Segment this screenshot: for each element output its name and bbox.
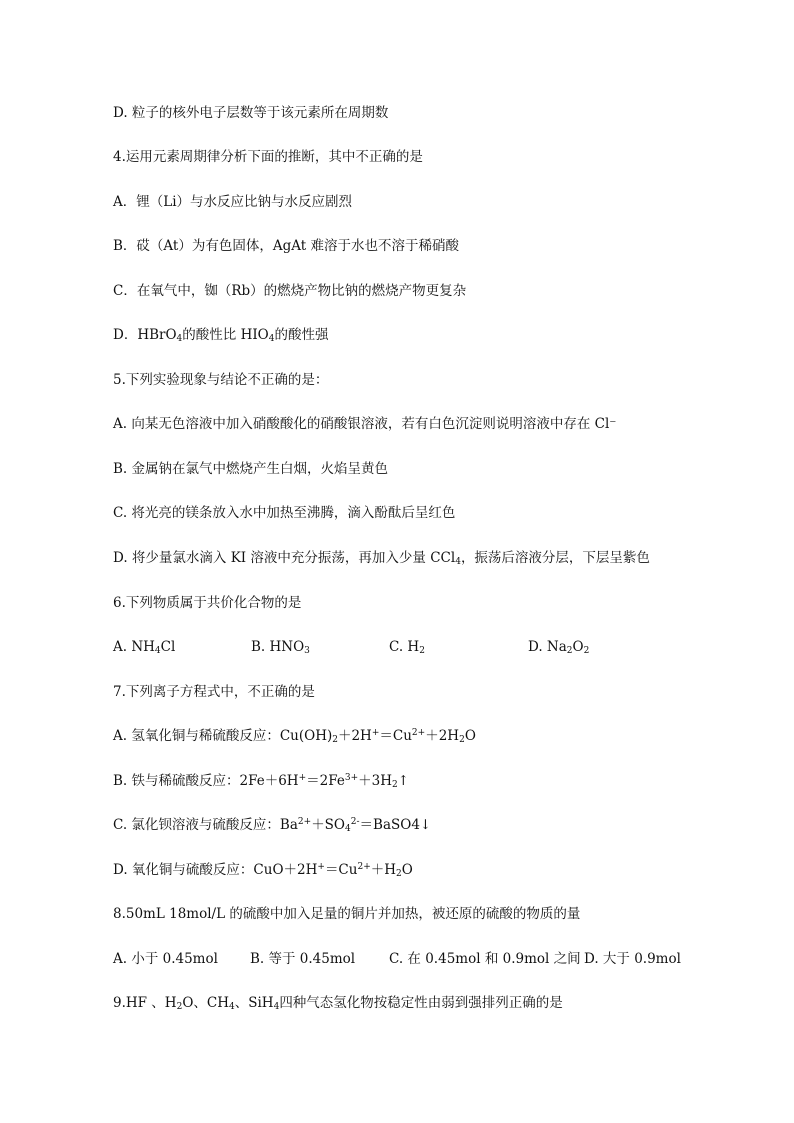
q7-option-a [113,727,476,745]
subscript: 4 [268,334,275,344]
question-8-stem: 8.50mL 18mol/L 的硫酸中加入足量的铜片并加热，被还原的硫酸的物质的量 [113,906,581,922]
q8-option-d: D. 大于 0.9mol [584,951,681,967]
q5-option-a: A. 向某无色溶液中加入硝酸酸化的硝酸银溶液，若有白色沉淀则说明溶液中存在 Cl⁻ [113,416,617,432]
text: ＋SO [311,817,346,833]
subscript: 4 [273,1002,280,1012]
q6-option-c [389,638,425,656]
subscript: 3 [304,646,310,656]
q8-option-c: C. 在 0.45mol 和 0.9mol 之间 [389,951,581,967]
superscript: 3+ [344,773,359,783]
q6-option-a [113,638,175,656]
q4-option-c: C．在氧气中，铷（Rb）的燃烧产物比钠的燃烧产物更复杂 [113,283,467,299]
text: 、SiH [234,995,274,1011]
subscript: 4 [455,557,461,567]
superscript: 2- [350,817,360,827]
q4-option-d [113,326,328,344]
q7-option-b [113,772,409,790]
subscript: 4 [154,646,161,656]
text: O、CH [182,995,229,1011]
subscript: 4 [229,1002,235,1012]
superscript: + [317,862,325,872]
question-4-stem: 4.运用元素周期律分析下面的推断，其中不正确的是 [113,149,423,165]
q8-option-b: B. 等于 0.45mol [250,951,356,967]
text: 四种气态氢化物按稳定性由弱到强排列正确的是 [279,995,563,1011]
q4-option-b: B．砹（At）为有色固体，AgAt 难溶于水也不溶于稀硝酸 [113,238,459,254]
subscript: 2 [419,646,425,656]
q6-option-b [251,638,310,656]
text: D. 将少量氯水滴入 KI 溶液中充分振荡，再加入少量 CCl [113,550,456,566]
subscript: 4 [176,334,183,344]
q4-option-a: A．锂（Li）与水反应比钠与水反应剧烈 [113,194,353,210]
superscript: 2+ [297,817,312,827]
text: D. Na [528,639,567,655]
text: 的酸性比 HIO [182,327,269,343]
q7-option-d [113,861,413,879]
text: 的酸性强 [274,327,329,343]
superscript: + [371,728,380,738]
text: ＝2Fe [306,773,345,789]
text: O [464,728,476,744]
text: ，振荡后溶液分层，下层呈紫色 [460,550,650,566]
text: A. 氢氧化铜与稀硫酸反应：Cu(OH) [113,728,333,744]
text: C. 氯化钡溶液与硫酸反应：Ba [113,817,298,833]
q3-option-d: D. 粒子的核外电子层数等于该元素所在周期数 [113,105,389,121]
text: ＋3H [358,773,392,789]
text: ↑ [397,773,410,789]
subscript: 2 [566,646,573,656]
q8-option-a: A. 小于 0.45mol [113,951,218,967]
text: B. HNO [251,639,305,655]
text: C. H [389,639,420,655]
text: ＋2H [337,728,372,744]
subscript: 2 [176,1002,183,1012]
q5-option-d [113,549,650,567]
text: D．HBrO [113,327,177,343]
text: O [572,639,584,655]
subscript: 4 [345,824,351,834]
text: 9.HF 、H [113,995,177,1011]
subscript: 2 [332,735,338,745]
question-6-stem: 6.下列物质属于共价化合物的是 [113,595,302,611]
text: Cl [160,639,176,655]
subscript: 2 [459,735,465,745]
q5-option-b: B. 金属钠在氯气中燃烧产生白烟，火焰呈黄色 [113,461,389,477]
text: ＋H [370,862,397,878]
subscript: 2 [392,780,398,790]
q7-option-c [113,816,431,834]
q6-option-d [528,638,589,656]
question-7-stem: 7.下列离子方程式中，不正确的是 [113,684,315,700]
text: ＝Cu [324,862,358,878]
text: O [401,862,413,878]
question-5-stem: 5.下列实验现象与结论不正确的是： [113,372,329,388]
superscript: 2+ [357,862,371,872]
q5-option-c: C. 将光亮的镁条放入水中加热至沸腾，滴入酚酞后呈红色 [113,505,456,521]
question-9-stem [113,994,563,1012]
subscript: 2 [396,869,402,879]
superscript: 2+ [411,728,426,738]
text: B. 铁与稀硫酸反应：2Fe＋6H [113,773,299,789]
text: D. 氧化铜与硫酸反应：CuO＋2H [113,862,318,878]
subscript: 2 [583,646,590,656]
text: ＝BaSO4↓ [359,817,432,833]
text: ＝Cu [379,728,412,744]
text: ＋2H [425,728,460,744]
text: A. NH [113,639,155,655]
superscript: + [298,773,307,783]
